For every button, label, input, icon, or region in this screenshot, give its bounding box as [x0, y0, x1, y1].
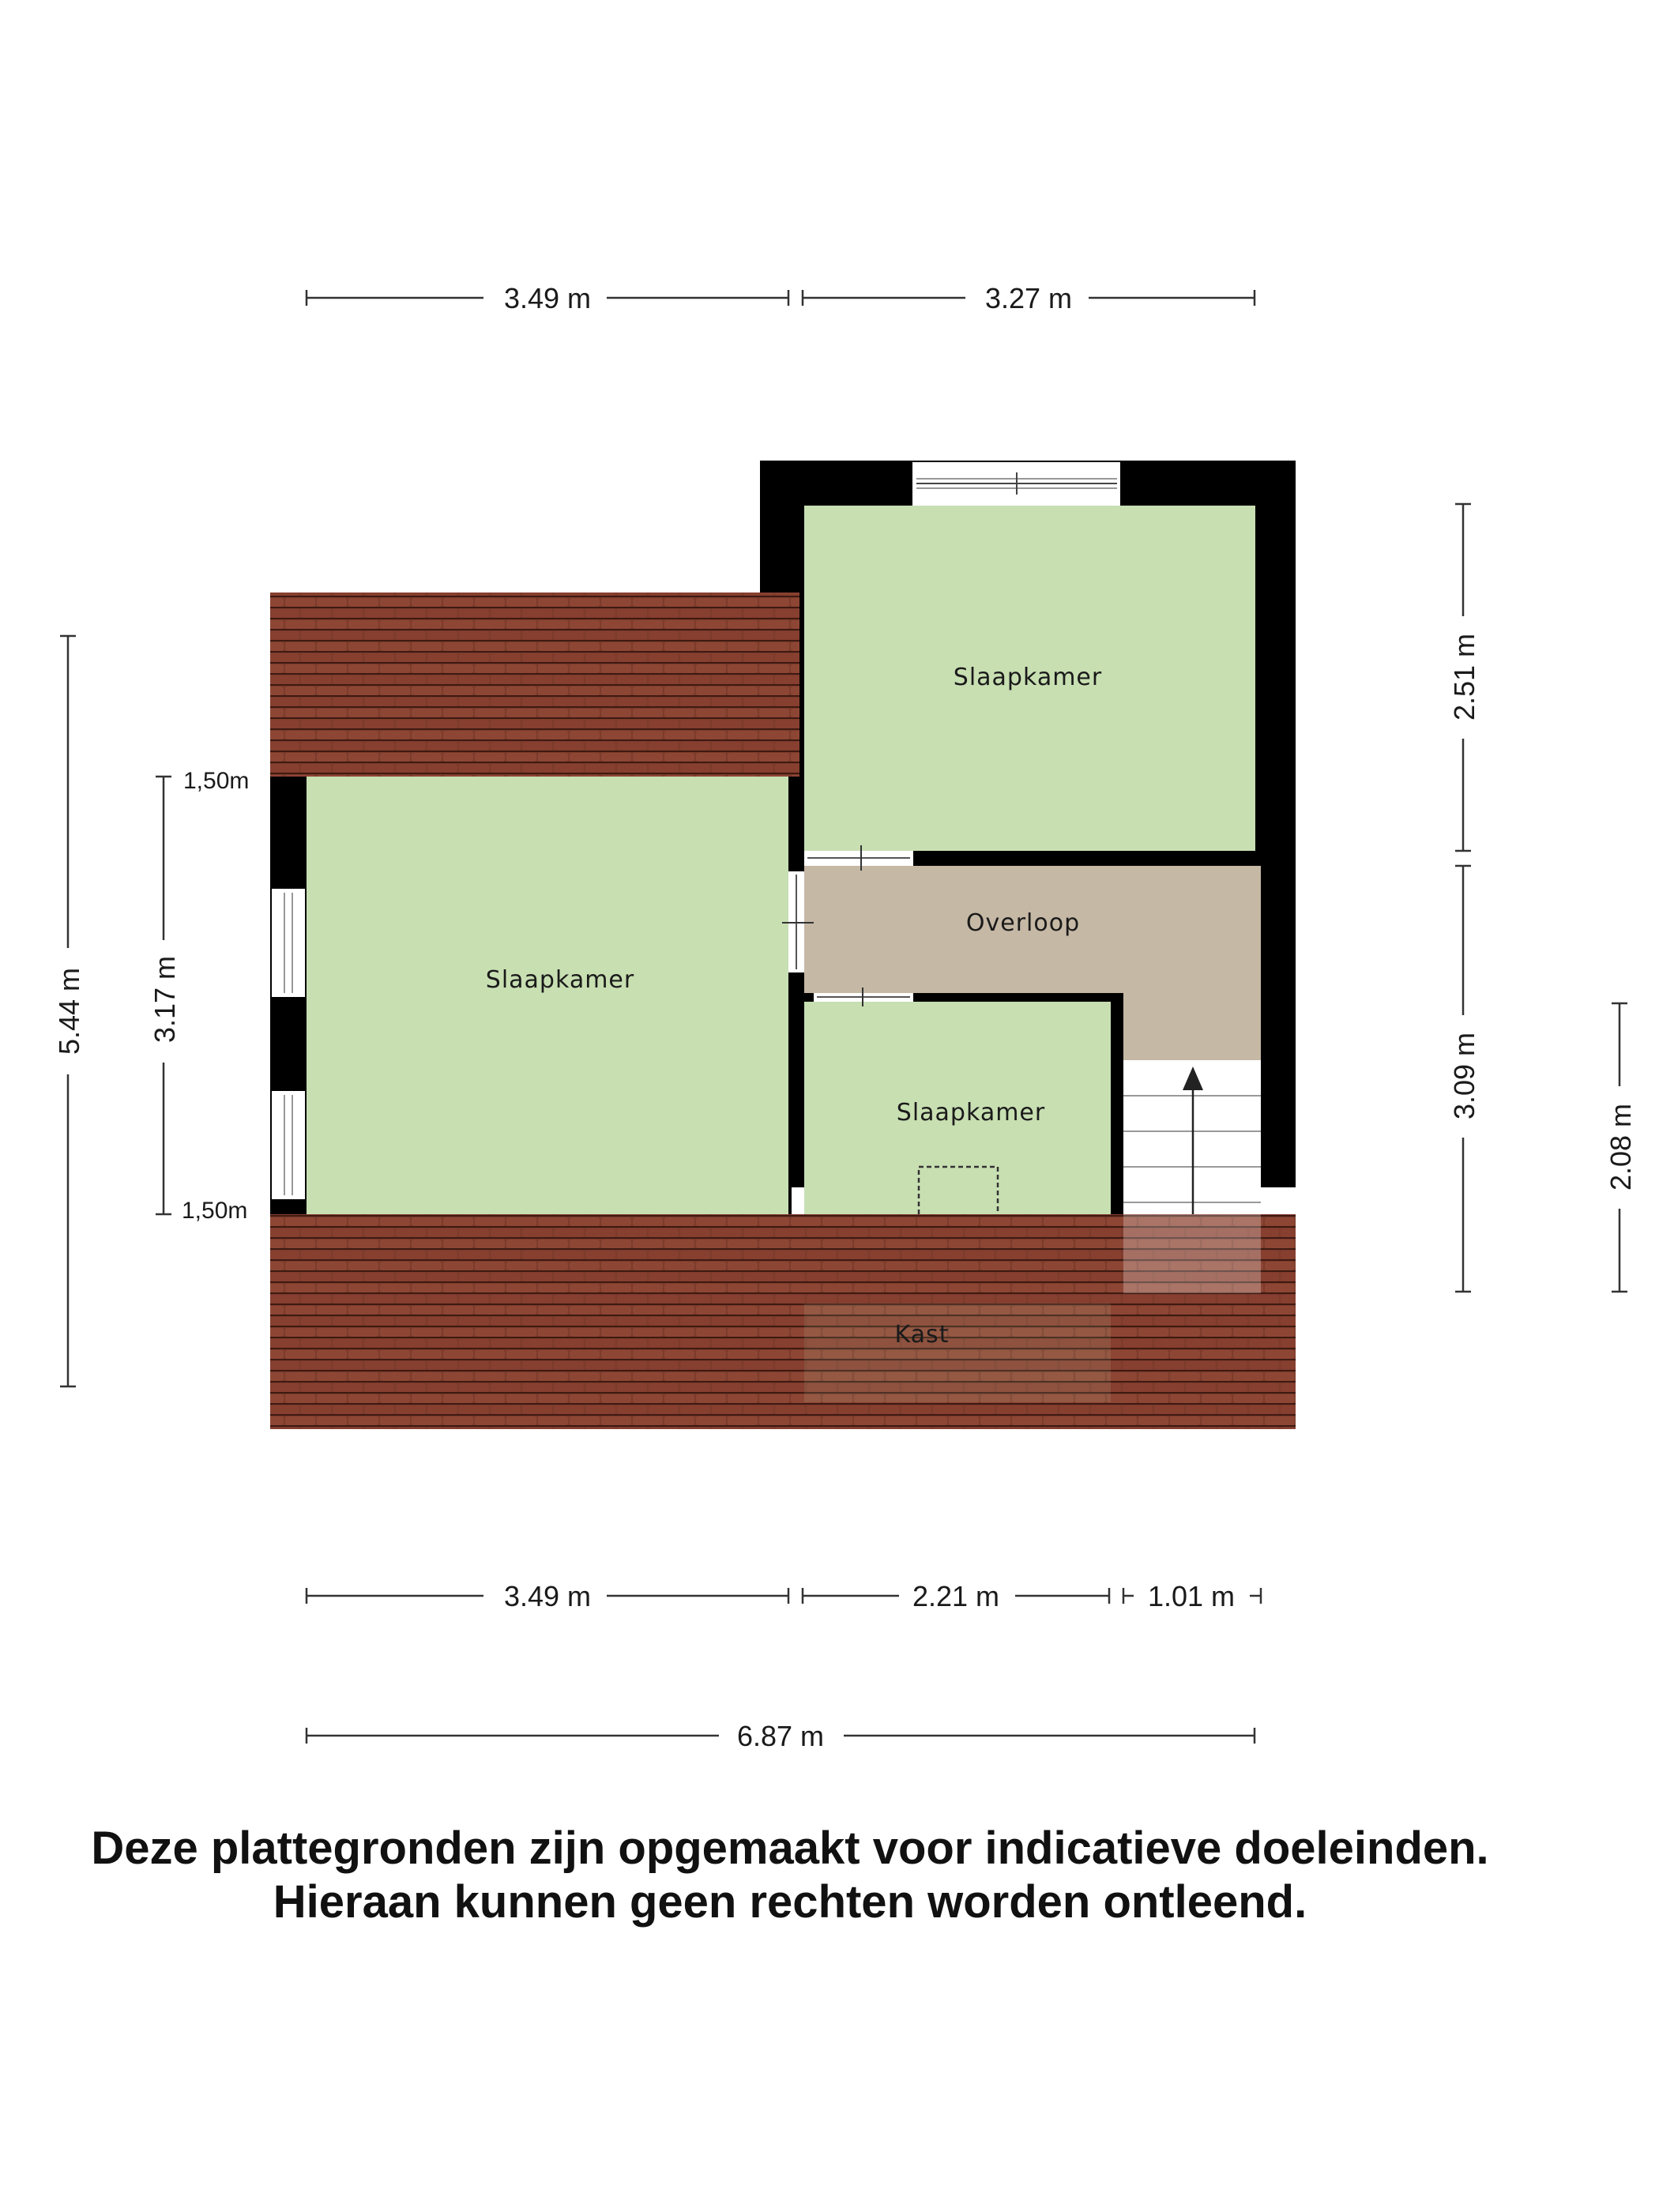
room-label: Kast [894, 1321, 950, 1349]
room-label: Slaapkamer [953, 664, 1103, 691]
room-label: Slaapkamer [896, 1099, 1046, 1127]
dimension-label: 2.51 m [1448, 633, 1480, 721]
disclaimer-line-1: Deze plattegronden zijn opgemaakt voor indicatieve doeleinden. [91, 1823, 1489, 1874]
disclaimer-line-2: Hieraan kunnen geen rechten worden ontleend. [273, 1876, 1307, 1928]
room-label: Overloop [965, 909, 1081, 937]
dimension-right-middle [1448, 866, 1480, 1292]
dimension-top-left [307, 282, 788, 314]
room-label: Slaapkamer [485, 966, 635, 994]
dimension-label: 6.87 m [736, 1720, 825, 1752]
dimension-label: 3.27 m [984, 282, 1073, 314]
dimension-label: 1.01 m [1147, 1580, 1236, 1612]
window-top [912, 462, 1120, 506]
height-label-bottom: 1,50m [182, 1198, 248, 1224]
dimension-label: 5.44 m [53, 967, 85, 1055]
height-label-top: 1,50m [183, 768, 250, 794]
dimension-label: 3.49 m [503, 282, 592, 314]
room-bedroom-large [307, 777, 788, 1227]
dimension-right-outer [1604, 1003, 1637, 1292]
window-left-lower [272, 1091, 305, 1199]
dimension-total-width [307, 1720, 1255, 1752]
dimension-left-inner [149, 777, 181, 1214]
dimension-label: 2.08 m [1604, 1103, 1637, 1191]
dimension-bottom-right [1123, 1580, 1261, 1612]
roof-top-left [270, 592, 799, 777]
dimension-top-right [803, 282, 1255, 314]
dimension-label: 2.21 m [912, 1580, 1000, 1612]
dimension-bottom-middle [803, 1580, 1109, 1612]
window-left-upper [272, 889, 305, 997]
dimension-right-top [1448, 504, 1480, 851]
dimension-bottom-left [307, 1580, 788, 1612]
dimension-left-total [53, 636, 85, 1386]
dimension-label: 3.09 m [1448, 1032, 1480, 1120]
dimension-label: 3.49 m [503, 1580, 592, 1612]
closet-area [804, 1304, 1111, 1402]
dimension-label: 3.17 m [149, 955, 181, 1044]
